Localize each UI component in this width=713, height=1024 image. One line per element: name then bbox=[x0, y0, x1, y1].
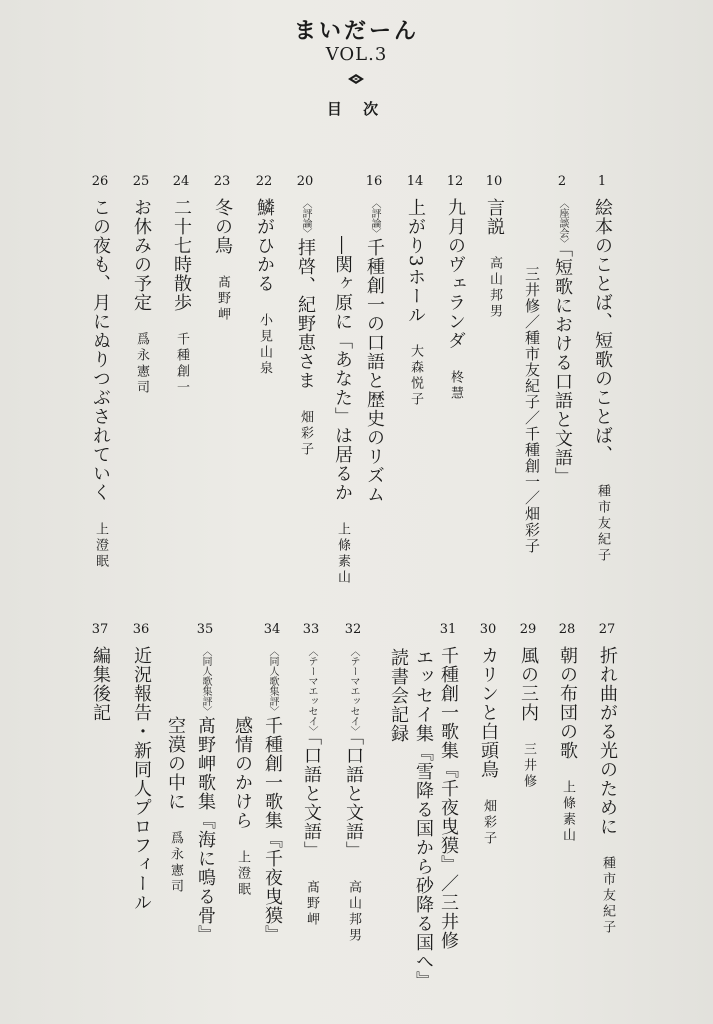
entry-authors: 三井修／種市友紀子／千種創一／畑彩子 bbox=[523, 266, 541, 554]
page-number: 27 bbox=[598, 622, 616, 637]
entry-subtitle-2: 読書会記録 bbox=[388, 648, 409, 743]
entry-author: 髙野岬 bbox=[304, 880, 319, 928]
entry-title: 髙野岬歌集『海に鳴る骨』 bbox=[195, 716, 216, 944]
toc-entry bbox=[208, 174, 236, 323]
entry-title-column bbox=[297, 646, 325, 928]
entry-title-column bbox=[474, 646, 502, 847]
magazine-title: まいだーん bbox=[293, 18, 419, 44]
page-number: 12 bbox=[446, 174, 464, 189]
entry-title: 言説 bbox=[484, 198, 505, 236]
entry-title-column bbox=[339, 646, 367, 944]
entry-tag: 〈座談会〉 bbox=[557, 198, 568, 248]
entry-subtitle-column bbox=[328, 236, 356, 586]
entry-author: 爲永憲司 bbox=[134, 332, 149, 396]
entry-title: 千種創一歌集『千夜曳獏』 bbox=[262, 716, 283, 944]
entry-subtitle-column bbox=[384, 648, 412, 743]
entry-title: 上がり3ホール bbox=[405, 198, 426, 325]
entry-subtitle: ―関ヶ原に「あなた」は居るか bbox=[332, 236, 353, 502]
entry-title-column bbox=[548, 198, 576, 486]
entry-author: 三井修 bbox=[521, 742, 536, 790]
entry-subtitle: 空漠の中に bbox=[165, 716, 186, 811]
entry-title: カリンと白頭鳥 bbox=[478, 646, 499, 779]
toc-entry bbox=[165, 622, 219, 944]
entry-title: 二十七時散歩 bbox=[171, 198, 192, 312]
toc-entry bbox=[86, 622, 114, 722]
entry-tag: 〈同人歌集評〉 bbox=[200, 646, 211, 716]
page-number: 37 bbox=[91, 622, 109, 637]
entry-author: 畑彩子 bbox=[298, 410, 313, 458]
toc-entry bbox=[474, 622, 502, 847]
entry-tag: 〈テーマエッセイ〉 bbox=[348, 646, 359, 736]
page-number: 16 bbox=[365, 174, 383, 189]
toc-entry bbox=[593, 622, 621, 936]
toc-entry bbox=[291, 174, 319, 458]
entry-title-column bbox=[258, 646, 286, 944]
entry-author: 小見山泉 bbox=[257, 313, 272, 377]
entry-author: 種市友紀子 bbox=[600, 856, 615, 936]
toc-entry bbox=[167, 174, 195, 396]
entry-authors-column bbox=[518, 266, 546, 554]
entry-title: 近況報告・新同人プロフィール bbox=[131, 646, 152, 912]
page-number: 25 bbox=[132, 174, 150, 189]
entry-title: 編集後記 bbox=[90, 646, 111, 722]
diamond-ornament-icon bbox=[348, 74, 364, 84]
entry-title-column bbox=[86, 646, 114, 722]
entry-title-column bbox=[434, 646, 462, 950]
entry-title: 絵本のことば、短歌のことば、 bbox=[592, 198, 613, 464]
page-number: 30 bbox=[479, 622, 497, 637]
toc-entry bbox=[332, 174, 388, 586]
entry-title: 千種創一の口語と歴史のリズム bbox=[364, 238, 385, 504]
toc-entry bbox=[388, 622, 462, 990]
entry-title-column bbox=[167, 198, 195, 396]
entry-author: 大森悦子 bbox=[408, 344, 423, 409]
entry-title-column bbox=[360, 198, 388, 504]
page-number: 20 bbox=[296, 174, 314, 189]
entry-title-column bbox=[588, 198, 616, 564]
entry-title-column bbox=[401, 198, 429, 408]
entry-title: 拝啓、紀野恵さま bbox=[295, 238, 316, 390]
entry-title-column bbox=[553, 646, 581, 844]
entry-author: 上條素山 bbox=[560, 780, 575, 844]
page-number: 22 bbox=[255, 174, 273, 189]
entry-tag: 〈同人歌集評〉 bbox=[267, 646, 278, 716]
page-number: 1 bbox=[597, 174, 607, 189]
entry-title-column bbox=[480, 198, 508, 320]
entry-tag: 〈テーマエッセイ〉 bbox=[306, 646, 317, 736]
page-number: 26 bbox=[91, 174, 109, 189]
toc-entry bbox=[523, 174, 576, 554]
page-number: 34 bbox=[263, 622, 281, 637]
page-number: 24 bbox=[172, 174, 190, 189]
toc-entry bbox=[127, 174, 155, 396]
entry-title: 冬の鳥 bbox=[212, 198, 233, 255]
entry-title-column bbox=[191, 646, 219, 944]
page-number: 23 bbox=[213, 174, 231, 189]
entry-title: 折れ曲がる光のために bbox=[597, 646, 618, 836]
entry-title: 風の三内 bbox=[518, 646, 539, 722]
entry-subtitle-column bbox=[161, 716, 189, 895]
entry-title-column bbox=[441, 198, 469, 402]
entry-author: 爲永憲司 bbox=[168, 831, 183, 895]
entry-author: 高山邦男 bbox=[346, 880, 361, 944]
entry-author: 柊慧 bbox=[448, 370, 463, 402]
entry-title: 九月のヴェランダ bbox=[445, 198, 466, 350]
entry-title: お休みの予定 bbox=[131, 198, 152, 312]
toc-entry bbox=[401, 174, 429, 409]
entry-author: 髙野岬 bbox=[215, 275, 230, 323]
entry-title: 千種創一歌集『千夜曳獏』／三井修 bbox=[438, 646, 459, 950]
page-number: 31 bbox=[439, 622, 457, 637]
page-number: 36 bbox=[132, 622, 150, 637]
entry-title: 朝の布団の歌 bbox=[557, 646, 578, 760]
page-number: 35 bbox=[196, 622, 214, 637]
toc-entry bbox=[588, 174, 616, 564]
entry-title: 「短歌における口語と文語」 bbox=[552, 248, 573, 486]
entry-title-column bbox=[127, 646, 155, 912]
toc-entry bbox=[339, 622, 367, 944]
toc-entry bbox=[553, 622, 581, 844]
volume-label: VOL.3 bbox=[325, 44, 388, 65]
entry-title-column bbox=[593, 646, 621, 936]
entry-title-column bbox=[291, 198, 319, 458]
page-number: 33 bbox=[302, 622, 320, 637]
entry-title-column bbox=[86, 198, 114, 570]
entry-subtitle: 感情のかけら bbox=[232, 716, 253, 830]
toc-entry bbox=[127, 622, 155, 912]
toc-entry bbox=[250, 174, 278, 377]
toc-entry bbox=[441, 174, 469, 402]
toc-entry bbox=[514, 622, 542, 790]
toc-entry bbox=[297, 622, 325, 928]
entry-title: 「口語と文語」 bbox=[343, 736, 364, 860]
toc-entry bbox=[480, 174, 508, 320]
entry-title: この夜も、月にぬりつぶされていく bbox=[90, 198, 111, 502]
toc-entry bbox=[86, 174, 114, 570]
entry-author: 種市友紀子 bbox=[595, 484, 610, 564]
entry-title: 鱗がひかる bbox=[254, 198, 275, 293]
entry-author: 上澄眠 bbox=[235, 850, 250, 898]
entry-title: 「口語と文語」 bbox=[301, 736, 322, 860]
entry-subtitle-column bbox=[409, 648, 437, 990]
entry-tag: 〈評論〉 bbox=[369, 198, 380, 238]
entry-author: 上條素山 bbox=[335, 522, 350, 586]
entry-title-column bbox=[514, 646, 542, 790]
entry-author: 高山邦男 bbox=[487, 256, 502, 320]
entry-title-column bbox=[127, 198, 155, 396]
entry-subtitle-column bbox=[228, 716, 256, 898]
entry-title-column bbox=[208, 198, 236, 323]
page-number: 32 bbox=[344, 622, 362, 637]
page-number: 10 bbox=[485, 174, 503, 189]
entry-author: 畑彩子 bbox=[481, 799, 496, 847]
entry-title-column bbox=[250, 198, 278, 377]
toc-entry bbox=[232, 622, 286, 944]
page-number: 14 bbox=[406, 174, 424, 189]
entry-author: 千種創一 bbox=[174, 332, 189, 396]
page-number: 28 bbox=[558, 622, 576, 637]
toc-heading: 目 次 bbox=[326, 100, 387, 118]
entry-author: 上澄眠 bbox=[93, 522, 108, 570]
entry-tag: 〈評論〉 bbox=[300, 198, 311, 238]
page-number: 2 bbox=[557, 174, 567, 189]
page-number: 29 bbox=[519, 622, 537, 637]
entry-subtitle: エッセイ集『雪降る国から砂降る国へ』 bbox=[413, 648, 434, 990]
